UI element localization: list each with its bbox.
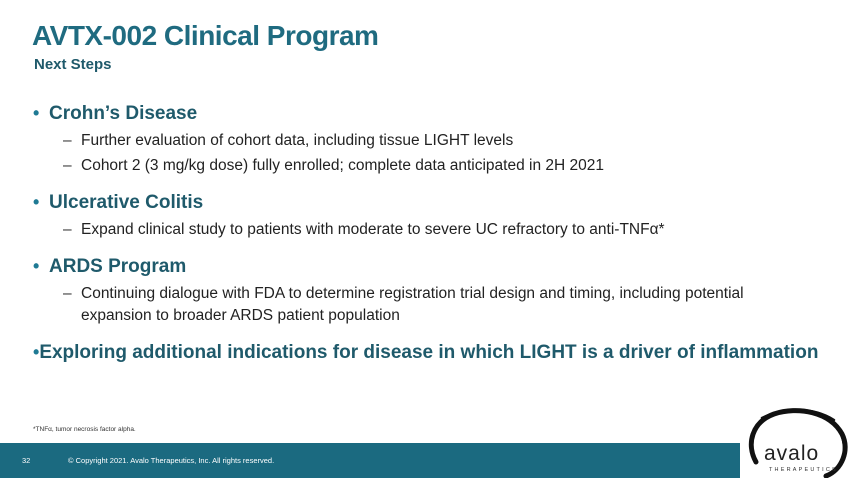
bullet-dot-icon: • (33, 192, 40, 212)
sub-item-text: Expand clinical study to patients with moderate to severe UC refractory to anti-TNFα* (81, 221, 665, 238)
section-heading-text: Crohn’s Disease (49, 103, 198, 124)
section-heading (33, 189, 813, 216)
sub-item (63, 155, 813, 177)
sub-item (63, 283, 813, 327)
avalo-logo (742, 404, 850, 478)
sub-item-text: Continuing dialogue with FDA to determine registration trial design and timing, including potential expansion to broader ARDS patient population (81, 285, 744, 324)
dash-icon: – (63, 132, 72, 149)
section-uc (33, 189, 813, 241)
section-heading (33, 339, 819, 366)
footer-bar (0, 443, 740, 478)
section-heading-text: ARDS Program (49, 256, 187, 277)
logo-subtext: THERAPEUTICS (769, 467, 838, 473)
bullet-dot-icon: • (33, 342, 40, 362)
page-number: 32 (22, 456, 31, 465)
sub-item (63, 219, 813, 241)
slide-subtitle: Next Steps (34, 56, 112, 73)
sub-item-text: Cohort 2 (3 mg/kg dose) fully enrolled; complete data anticipated in 2H 2021 (81, 157, 604, 174)
section-exploring (33, 339, 819, 366)
dash-icon: – (63, 157, 72, 174)
dash-icon: – (63, 285, 72, 302)
section-heading-text: Exploring additional indications for disease in which LIGHT is a driver of inflammation (39, 342, 819, 363)
section-heading (33, 253, 813, 280)
bullet-dot-icon: • (33, 256, 40, 276)
section-ards (33, 253, 813, 327)
sub-item-text: Further evaluation of cohort data, including tissue LIGHT levels (81, 132, 514, 149)
section-heading-text: Ulcerative Colitis (49, 192, 204, 213)
slide-title: AVTX-002 Clinical Program (32, 20, 379, 51)
logo-wordmark: avalo (764, 442, 820, 465)
section-heading (33, 100, 813, 127)
bullet-list (33, 100, 819, 378)
copyright-text: © Copyright 2021. Avalo Therapeutics, Inc. All rights reserved. (68, 456, 275, 465)
footnote: *TNFα, tumor necrosis factor alpha. (33, 426, 136, 433)
section-crohns (33, 100, 813, 177)
dash-icon: – (63, 221, 72, 238)
bullet-dot-icon: • (33, 103, 40, 123)
sub-item (63, 130, 813, 152)
